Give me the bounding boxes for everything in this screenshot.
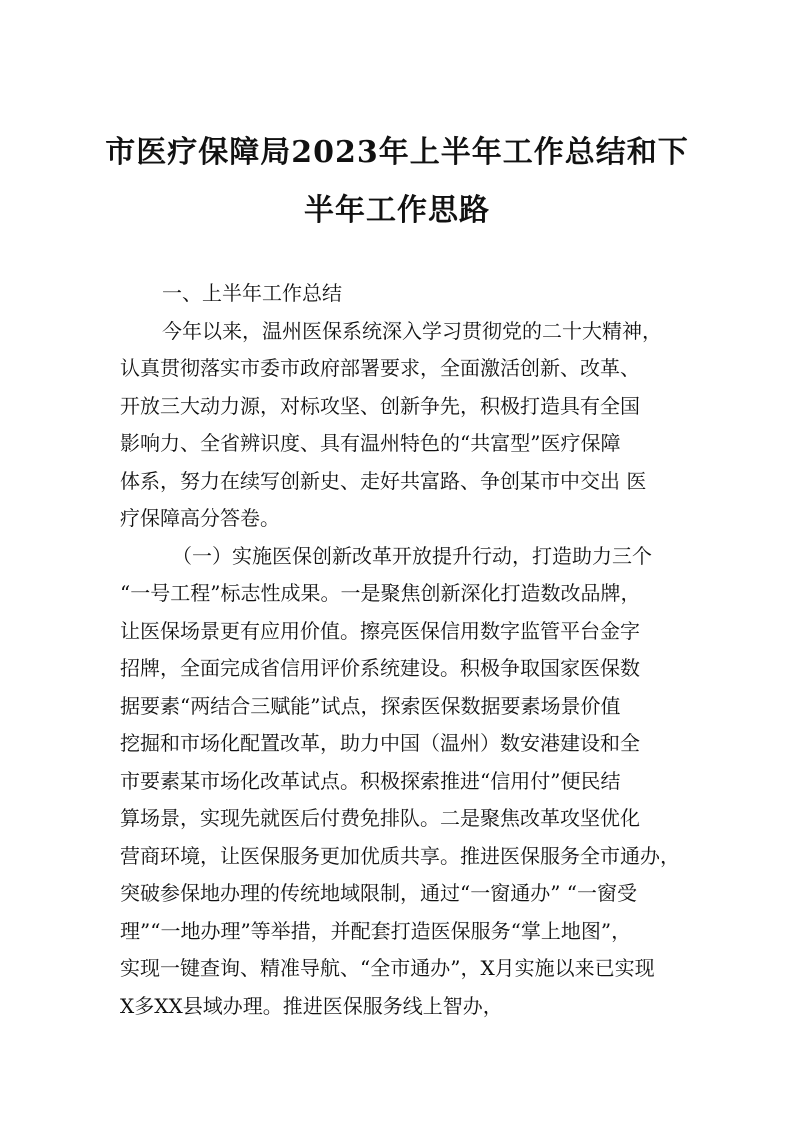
document-body [120,275,700,1025]
paragraph-line: 认真贯彻落实市委市政府部署要求，全面激活创新、改革、 [120,356,640,380]
paragraph-line: 今年以来，温州医保系统深入学习贯彻党的二十大精神， [162,318,662,343]
paragraph-line: 让医保场景更有应用价值。擦亮医保信用数字监管平台金字 [120,618,640,643]
document-title-line-1: 市医疗保障局2023年上半年工作总结和下 [105,135,689,170]
paragraph-line: 影响力、全省辨识度、具有温州特色的“共富型”医疗保障 [120,431,621,455]
paragraph-line: 理”“一地办理”等举措，并配套打造医保服务“掌上地图”， [120,918,632,943]
paragraph-line: 招牌，全面完成省信用评价系统建设。积极争取国家医保数 [120,656,640,680]
paragraph-line: 挖掘和市场化配置改革，助力中国（温州）数安港建设和全 [120,731,640,755]
paragraph-line: 算场景，实现先就医后付费免排队。二是聚焦改革攻坚优化 [120,806,640,830]
paragraph-line: X多XX县域办理。推进医保服务线上智办， [120,993,503,1018]
paragraph-line: 据要素“两结合三赋能”试点，探索医保数据要素场景价值 [120,693,621,718]
paragraph-line: 开放三大动力源，对标攻坚、创新争先，积极打造具有全国 [120,393,640,418]
paragraph-line: 实现一键查询、精准导航、“全市通办”，X月实施以来已实现 [120,956,655,980]
paragraph-line: 市要素某市场化改革试点。积极探索推进“信用付”便民结 [120,768,621,793]
paragraph-line: 疗保障高分答卷。 [120,506,280,530]
paragraph-line: “一号工程”标志性成果。一是聚焦创新深化打造数改品牌， [120,581,641,605]
paragraph-line: 体系，努力在续写创新史、走好共富路、争创某市中交出 医 [120,468,647,493]
paragraph-line: 突破参保地办理的传统地域限制，通过“一窗通办” “一窗受 [120,881,638,905]
subsection-heading-line: （一）实施医保创新改革开放提升行动，打造助力三个 [172,543,652,568]
document-title-line-2: 半年工作思路 [304,193,490,228]
paragraph-line: 营商环境，让医保服务更加优质共享。推进医保服务全市通办， [120,843,680,868]
section-heading: 一、上半年工作总结 [162,281,342,305]
